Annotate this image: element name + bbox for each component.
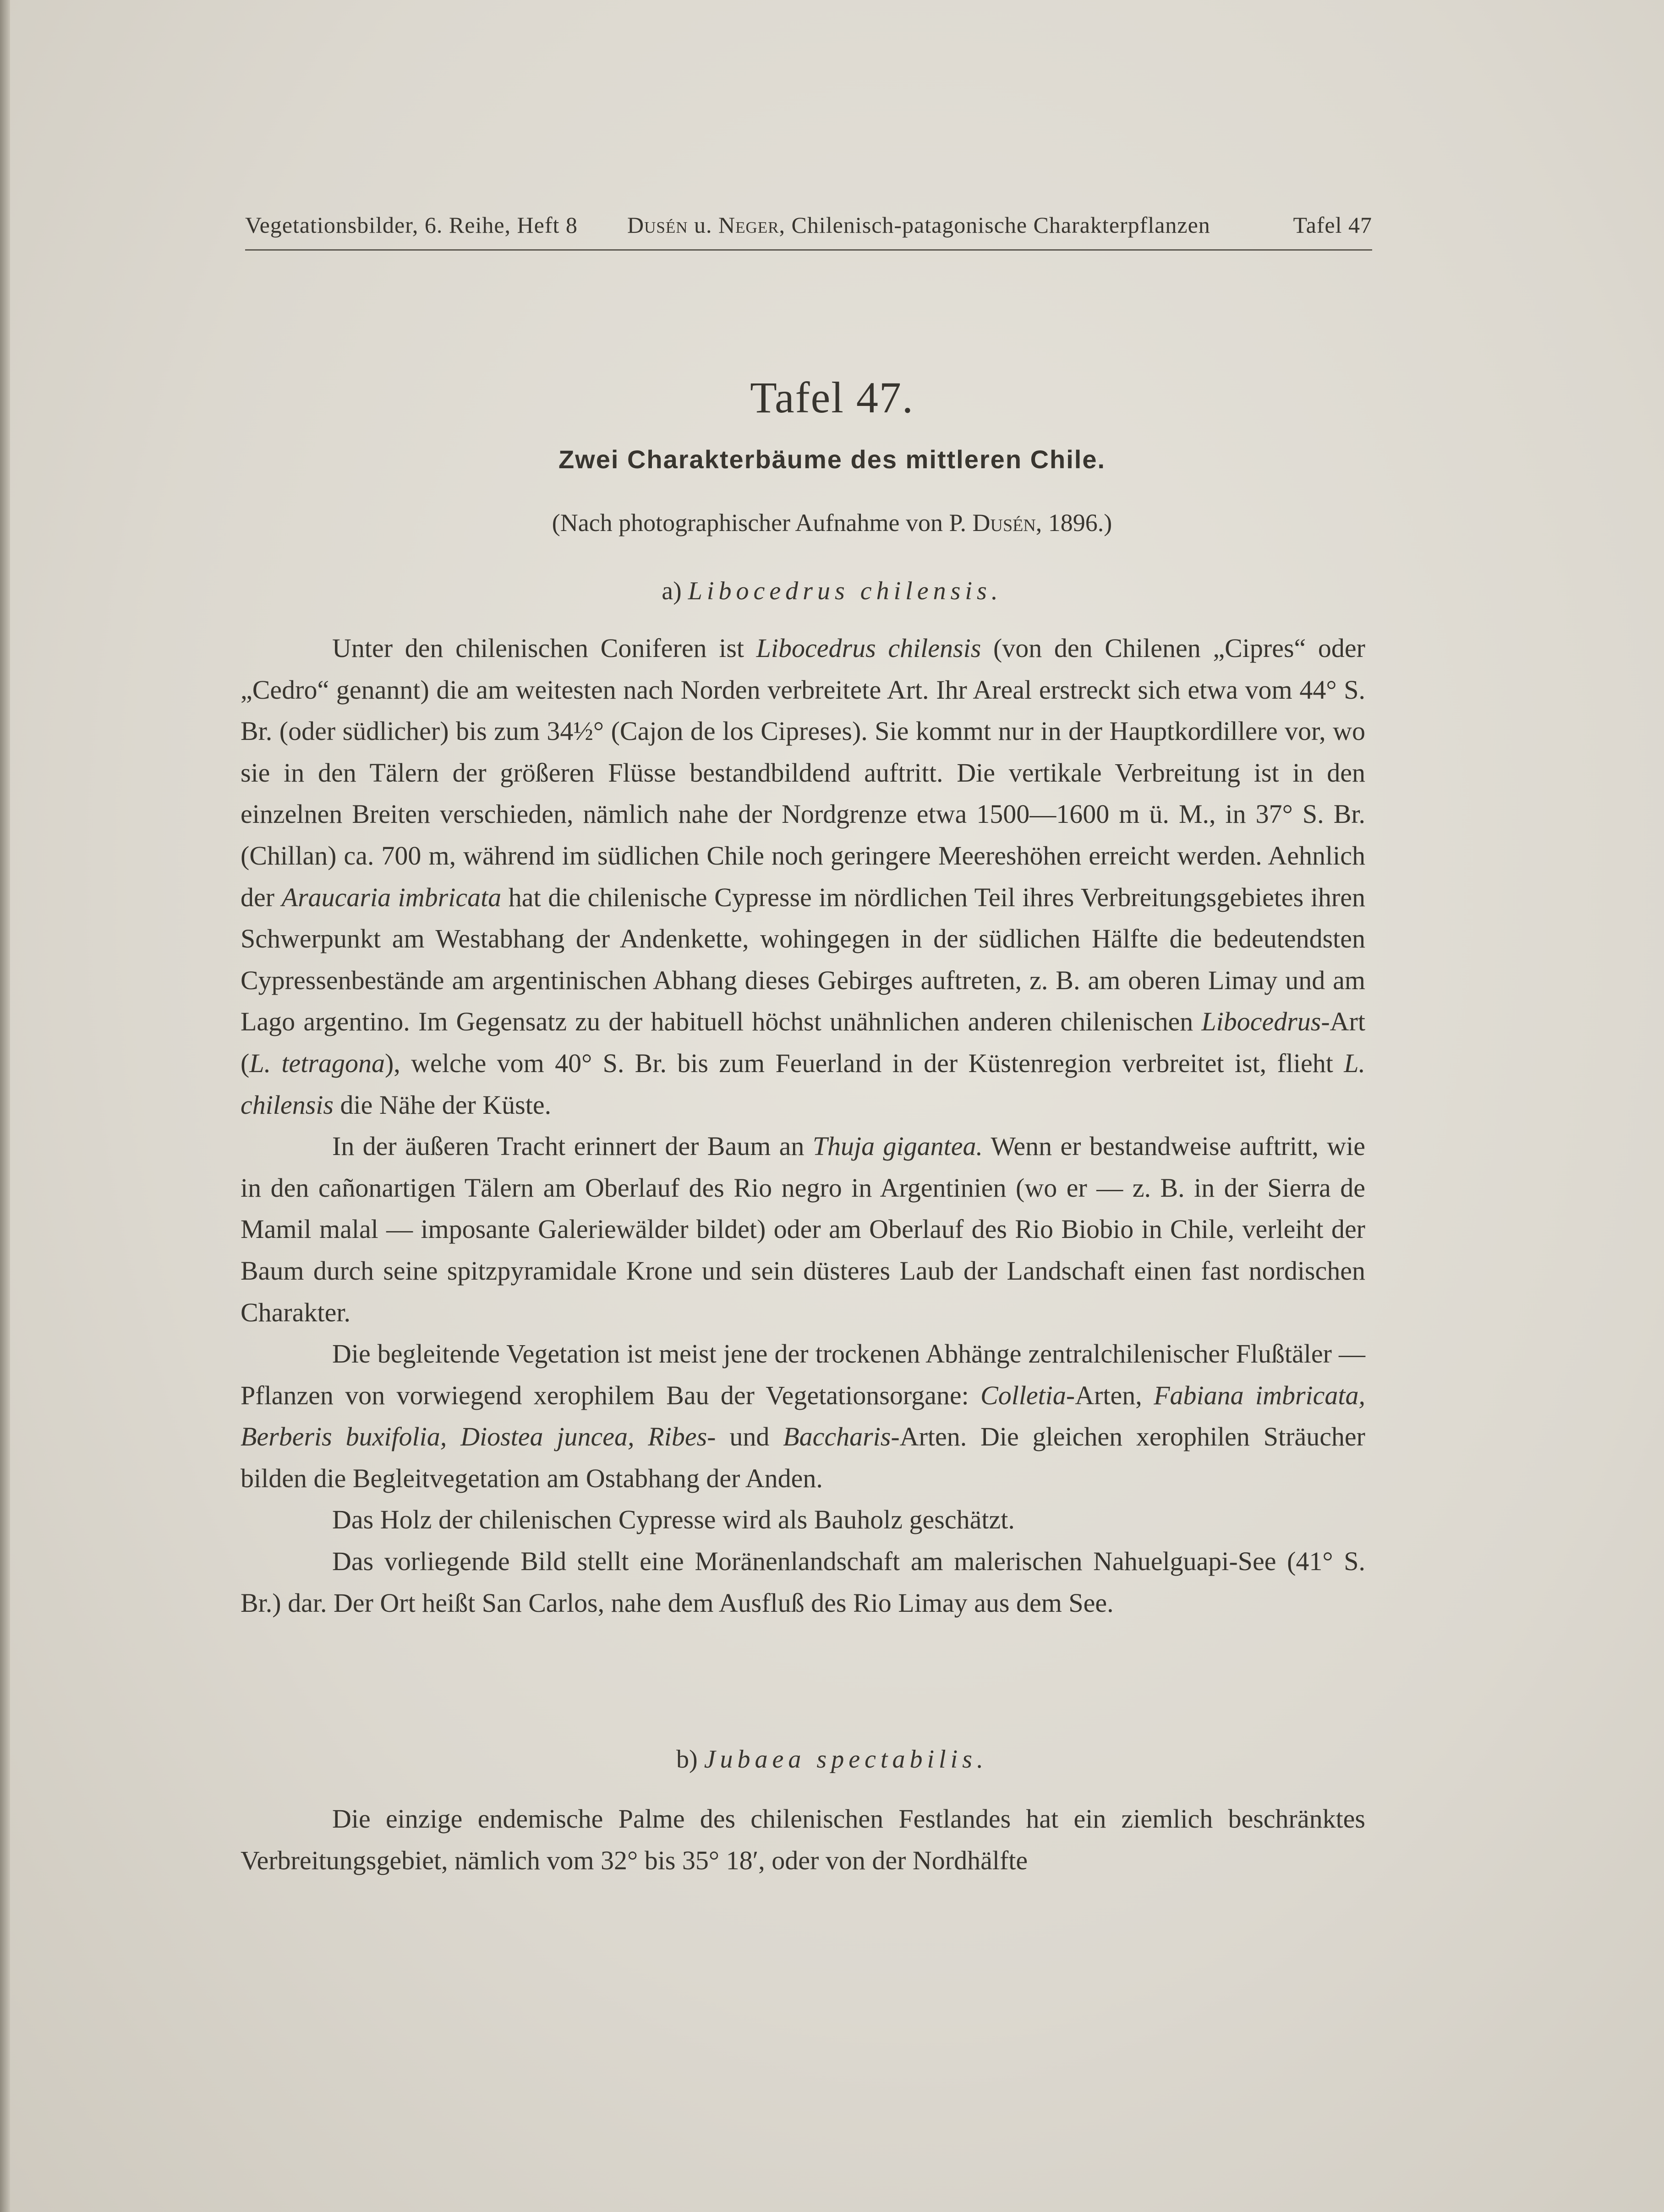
section-b-body [241,1798,1365,1881]
text-run: Die begleitende Vegetation ist meist jene der trockenen Abhänge zentralchilenischer Flußtäler — Pflanzen von vorwiegend xerophilem Bau der Vegetationsorgane: [241,1339,1365,1410]
species-name: Araucaria imbricata [281,882,502,912]
header-series: Vegetationsbilder, 6. Reihe, Heft 8 [245,212,578,238]
section-a-body [241,628,1365,1624]
paragraph-a4 [241,1499,1365,1541]
text-run: und [716,1422,783,1452]
header-plate-number: Tafel 47 [1293,212,1372,238]
section-a-name: Libocedrus chilensis. [688,577,1002,605]
species-name: Fabiana imbricata, Berberis buxifolia, Diostea juncea, Ribes- [241,1380,1366,1452]
section-b-name: Jubaea spectabilis. [704,1745,988,1774]
section-a-label: a) [662,577,688,605]
page-title: Tafel 47. [750,373,914,422]
paragraph-b1: Die einzige endemische Palme des chilenischen Festlandes hat ein ziemlich beschränktes Verbreitungsgebiet, nämlich vom 32° bis 35° 18′, oder von der Nordhälfte [241,1804,1365,1875]
header-topic: , Chilenisch-patagonische Charakterpflanzen [779,212,1210,238]
page-edge-shadow [0,0,10,2212]
section-heading-b [0,1745,1664,1774]
text-run: Das Holz der chilenischen Cypresse wird als Bauholz geschätzt. [332,1505,1015,1535]
paragraph-a1 [241,628,1365,1126]
paragraph-a5 [241,1541,1365,1624]
photo-credit [0,509,1664,537]
text-run: ), welche vom 40° S. Br. bis zum Feuerland in der Küstenregion verbreitet ist, flieht [384,1048,1344,1078]
text-run: (von den Chilenen „Cipres“ oder „Cedro“ genannt) die am weitesten nach Norden verbreitete Art. Ihr Areal erstreckt sich etwa vom 44° S. Br. (oder südlicher) bis zum 34½° (Cajon de los Cipreses). Sie kommt nur in der Hauptkordillere vor, wo sie in den Tälern der größeren Flüsse bestandbildend auftritt. Die vertikale Verbreitung ist in den einzelnen Breiten verschieden, nämlich nahe der Nordgrenze etwa 1500—1600 m ü. M., in 37° S. Br. (Chillan) ca. 700 m, während im südlichen Chile noch geringere Meereshöhen erreicht werden. Aehnlich der [241,633,1365,912]
text-run: In der äußeren Tracht erinnert der Baum an [332,1131,813,1161]
header-rule [245,249,1372,251]
species-name: L. chilensis [241,1048,1365,1120]
credit-prefix: (Nach photographischer Aufnahme von P. [552,509,973,537]
species-name: Colletia [980,1380,1066,1410]
text-run: Unter den chilenischen Coniferen ist [332,633,756,663]
header-authors-topic [627,212,1210,238]
text-run: -Art ( [241,1007,1365,1078]
text-run: Das vorliegende Bild stellt eine Moränenlandschaft am malerischen Nahuelguapi-See (41° S. Br.) dar. Der Ort heißt San Carlos, nahe dem Ausfluß des Rio Limay aus dem See. [241,1546,1365,1618]
header-author-1: Dusén [627,212,688,238]
species-name: Libocedrus [1201,1007,1321,1037]
page-subtitle: Zwei Charakterbäume des mittleren Chile. [558,445,1106,474]
species-name: Libocedrus chilensis [756,633,981,663]
section-b-label: b) [676,1745,704,1774]
credit-name: Dusén [972,509,1036,537]
paragraph-a2 [241,1126,1365,1333]
species-name: Thuja gigantea. [812,1131,983,1161]
text-run: -Arten, [1066,1380,1154,1410]
text-run: -Arten. Die gleichen xerophilen Sträucher bilden die Begleitvegetation am Ostabhang der Anden. [241,1422,1365,1493]
text-run: Wenn er bestandweise auftritt, wie in den cañonartigen Tälern am Oberlauf des Rio negro in Argentinien (wo er — z. B. in der Sierra de Mamil malal — imposante Galeriewälder bildet) oder am Oberlauf des Rio Biobio in Chile, verleiht der Baum durch seine spitzpyramidale Krone und sein düsteres Laub der Landschaft einen fast nordischen Charakter. [241,1131,1365,1327]
section-heading-a [0,576,1664,606]
credit-suffix: , 1896.) [1035,509,1112,537]
species-name: Baccharis [783,1422,891,1452]
header-author-and: u. [688,212,719,238]
text-run: hat die chilenische Cypresse im nördlichen Teil ihres Verbreitungsgebietes ihren Schwerpunkt am Westabhang der Andenkette, wohingegen in der südlichen Hälfte die bedeutendsten Cypressenbestände am argentinischen Abhang dieses Gebirges auftreten, z. B. am oberen Limay und am Lago argentino. Im Gegensatz zu der habituell höchst unähnlichen anderen chilenischen [241,882,1365,1037]
running-header [245,212,1372,248]
header-author-2: Neger [718,212,779,238]
paragraph-a3 [241,1333,1365,1499]
text-run: die Nähe der Küste. [333,1090,552,1120]
species-name: L. tetragona [249,1048,385,1078]
